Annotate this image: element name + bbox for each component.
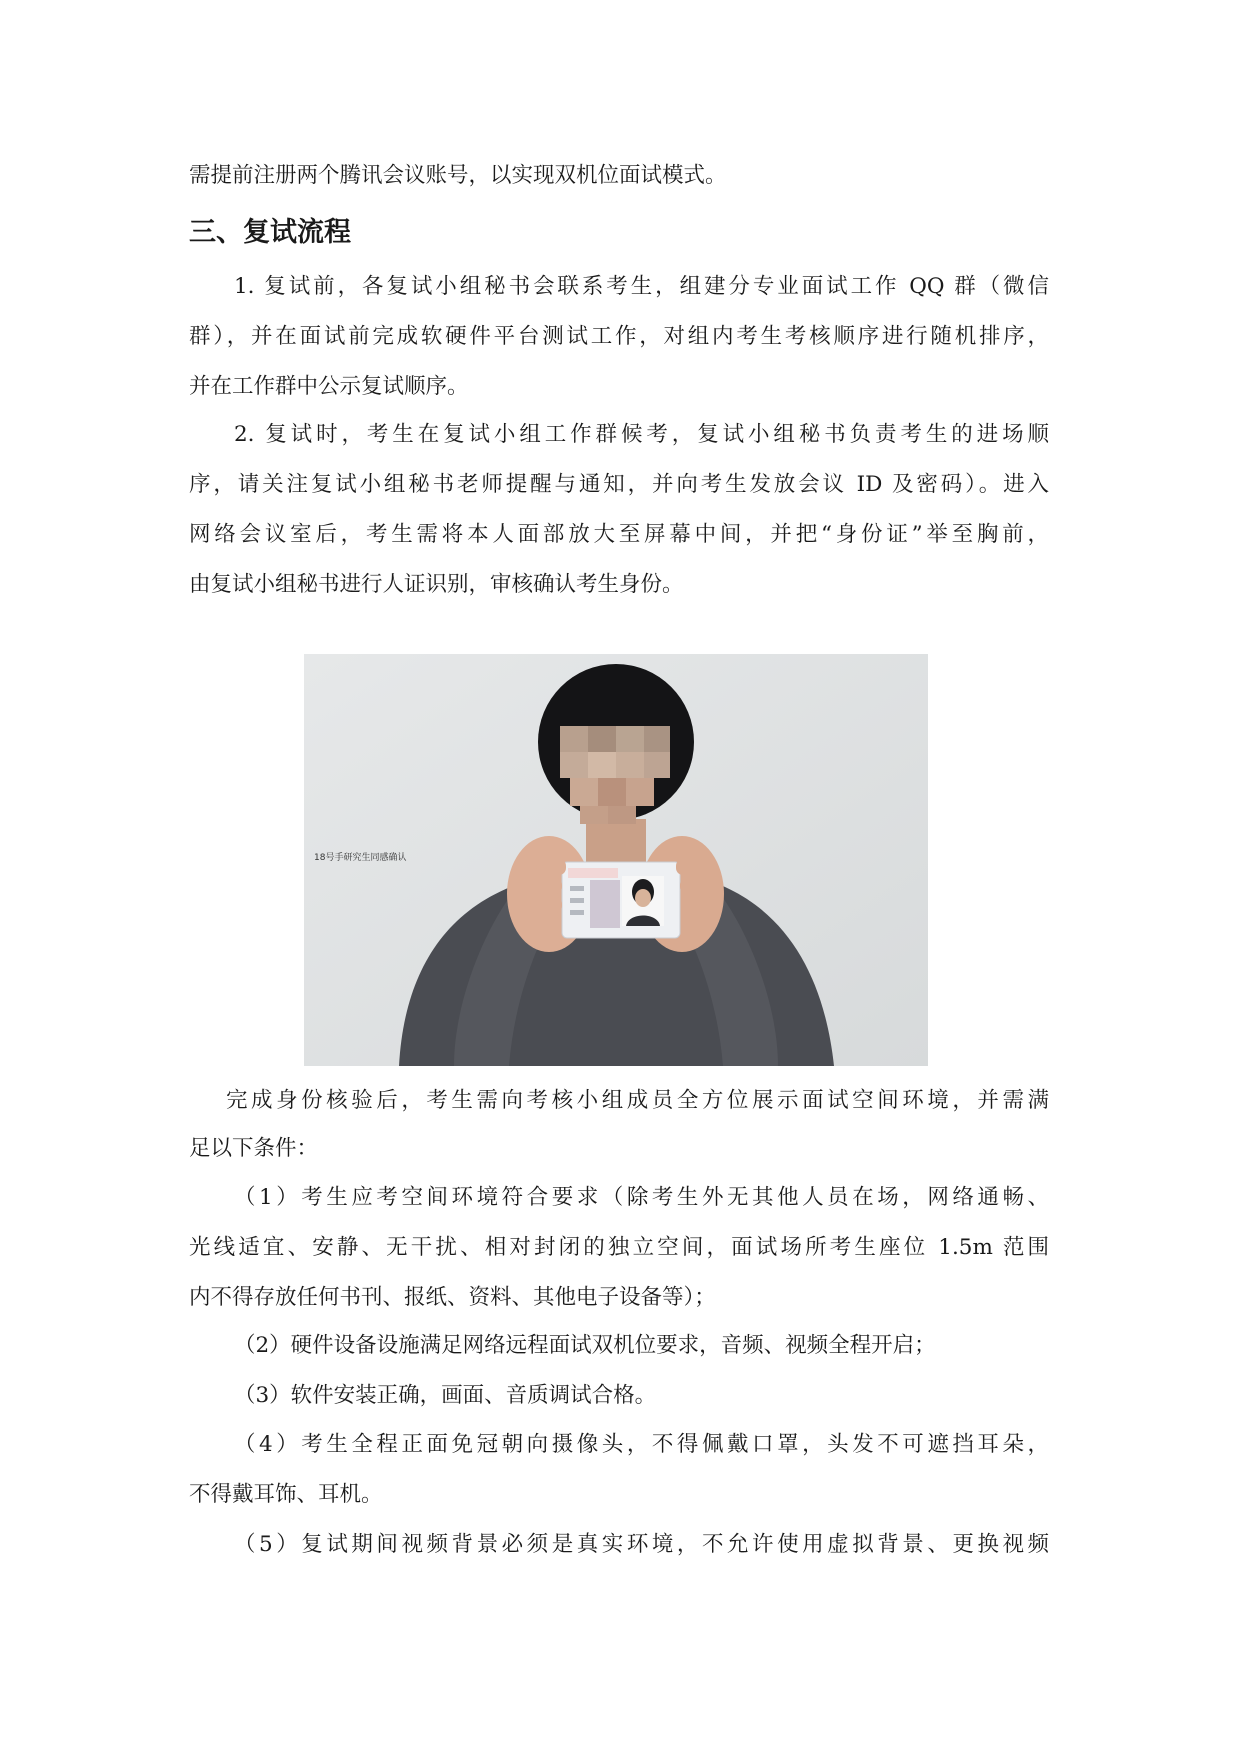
photo-caption: 18号手研究生同感确认 (314, 853, 407, 863)
paragraph-2-line: 由复试小组秘书进行人证识别，审核确认考生身份。 (189, 572, 684, 597)
paragraph-1-line: 并在工作群中公示复试顺序。 (189, 374, 469, 399)
paragraph-3-line: 足以下条件： (189, 1136, 319, 1161)
text-line: 需提前注册两个腾讯会议账号，以实现双机位面试模式。 (189, 163, 727, 188)
condition-line: 不得戴耳饰、耳机。 (189, 1482, 383, 1507)
paragraph-1-line: 群），并在面试前完成软硬件平台测试工作，对组内考生考核顺序进行随机排序， (189, 324, 1049, 349)
id-verification-photo (304, 654, 928, 1066)
paragraph-2-line: 网络会议室后，考生需将本人面部放大至屏幕中间，并把“身份证”举至胸前， (189, 522, 1049, 547)
condition-line: （5）复试期间视频背景必须是真实环境，不允许使用虚拟背景、更换视频 (234, 1532, 1049, 1557)
condition-line: （2）硬件设备设施满足网络远程面试双机位要求，音频、视频全程开启； (234, 1333, 936, 1358)
paragraph-2-line: 2. 复试时，考生在复试小组工作群候考，复试小组秘书负责考生的进场顺 (234, 422, 1049, 447)
id-card (562, 862, 680, 938)
condition-line: （4）考生全程正面免冠朝向摄像头，不得佩戴口罩，头发不可遮挡耳朵， (234, 1432, 1049, 1457)
condition-line: 光线适宜、安静、无干扰、相对封闭的独立空间，面试场所考生座位 1.5m 范围 (189, 1235, 1049, 1260)
condition-line: （1）考生应考空间环境符合要求（除考生外无其他人员在场，网络通畅、 (234, 1185, 1049, 1210)
paragraph-3-line: 完成身份核验后，考生需向考核小组成员全方位展示面试空间环境，并需满 (226, 1088, 1049, 1113)
section-heading: 三、复试流程 (189, 217, 351, 248)
person-holding-id-illustration (304, 654, 928, 1066)
paragraph-2-line: 序，请关注复试小组秘书老师提醒与通知，并向考生发放会议 ID 及密码）。进入 (189, 472, 1049, 497)
condition-line: （3）软件安装正确，画面、音质调试合格。 (234, 1383, 657, 1408)
condition-line: 内不得存放任何书刊、报纸、资料、其他电子设备等）； (189, 1285, 716, 1310)
paragraph-1-line: 1. 复试前，各复试小组秘书会联系考生，组建分专业面试工作 QQ 群（微信 (234, 274, 1049, 299)
